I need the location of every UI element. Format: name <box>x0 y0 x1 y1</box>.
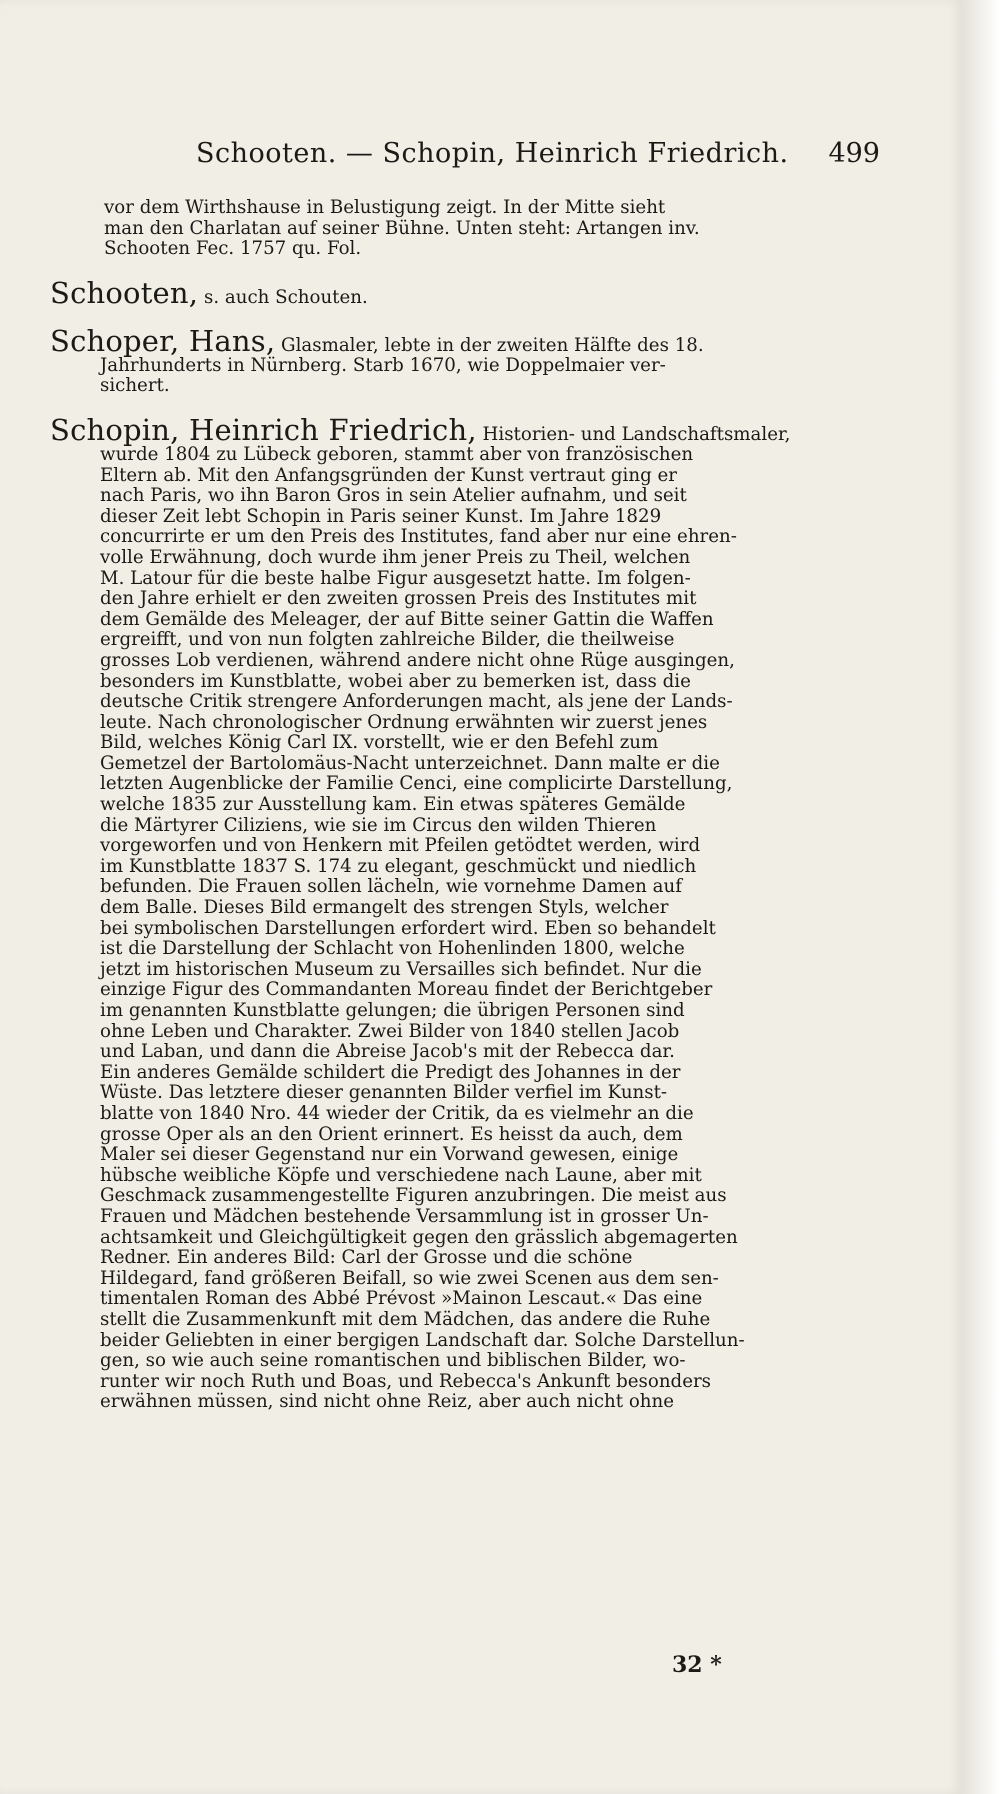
text-line: besonders im Kunstblatte, wobei aber zu bemerken ist, dass die <box>100 670 691 692</box>
text-line: beider Geliebten in einer bergigen Landschaft dar. Solche Darstellun- <box>100 1329 745 1351</box>
text-line: die Märtyrer Ciliziens, wie sie im Circus den wilden Thieren <box>100 814 657 836</box>
text-line: M. Latour für die beste halbe Figur ausgesetzt hatte. Im folgen- <box>100 567 691 589</box>
text-line: Schooten Fec. 1757 qu. Fol. <box>104 238 362 260</box>
text-line: concurrirte er um den Preis des Institutes, fand aber nur eine ehren- <box>100 526 737 548</box>
text-line: leute. Nach chronologischer Ordnung erwähnten wir zuerst jenes <box>100 711 708 733</box>
entry-lemma: Schopin, Heinrich Friedrich, <box>50 412 477 447</box>
entry-lemma: Schooten, <box>50 275 199 310</box>
text-line: hübsche weibliche Köpfe und verschiedene nach Laune, aber mit <box>100 1164 702 1186</box>
text-line: letzten Augenblicke der Familie Cenci, eine complicirte Darstellung, <box>100 773 733 795</box>
text-line: vorgeworfen und von Henkern mit Pfeilen getödtet werden, wird <box>100 835 701 857</box>
signature-mark: 32 * <box>672 1652 722 1678</box>
text-line: ergreifft, und von nun folgten zahlreiche Bilder, die theilweise <box>100 629 675 651</box>
text-line: Gemetzel der Bartolomäus-Nacht unterzeichnet. Dann malte er die <box>100 752 720 774</box>
text-line: im Kunstblatte 1837 S. 174 zu elegant, geschmückt und niedlich <box>100 855 697 877</box>
text-line: grosse Oper als an den Orient erinnert. Es heisst da auch, dem <box>100 1123 683 1145</box>
text-line: achtsamkeit und Gleichgültigkeit gegen den grässlich abgemagerten <box>100 1226 738 1248</box>
text-line: sichert. <box>100 375 170 397</box>
text-line: stellt die Zusammenkunft mit dem Mädchen, das andere die Ruhe <box>100 1308 711 1330</box>
entry-schooten <box>50 275 880 310</box>
text-line: man den Charlatan auf seiner Bühne. Unten steht: Artangen inv. <box>104 217 700 239</box>
page-header <box>100 138 880 178</box>
text-line: bei symbolischen Darstellungen erfordert wird. Eben so behandelt <box>100 917 716 939</box>
text-line: einzige Figur des Commandanten Moreau findet der Berichtgeber <box>100 979 713 1001</box>
entry-head-line <box>50 412 880 447</box>
text-line: erwähnen müssen, sind nicht ohne Reiz, aber auch nicht ohne <box>100 1391 674 1413</box>
text-line: den Jahre erhielt er den zweiten grossen Preis des Institutes mit <box>100 588 697 610</box>
text-line: timentalen Roman des Abbé Prévost »Mainon Lescaut.« Das eine <box>100 1288 703 1310</box>
text-line: Glasmaler, lebte in der zweiten Hälfte des 18. <box>281 334 704 356</box>
page-body <box>50 197 880 1433</box>
text-line: befunden. Die Frauen sollen lächeln, wie vornehme Damen auf <box>100 876 682 898</box>
entry-schopin <box>50 412 880 1434</box>
text-line: Historien- und Landschaftsmaler, <box>482 423 791 445</box>
text-line: Eltern ab. Mit den Anfangsgründen der Kunst vertraut ging er <box>100 464 677 486</box>
text-line: dem Gemälde des Meleager, der auf Bitte seiner Gattin die Waffen <box>100 608 714 630</box>
text-line: runter wir noch Ruth und Boas, und Rebecca's Ankunft besonders <box>100 1370 711 1392</box>
text-line: dem Balle. Dieses Bild ermangelt des strengen Styls, welcher <box>100 897 669 919</box>
text-line: Wüste. Das letztere dieser genannten Bilder verfiel im Kunst- <box>100 1082 668 1104</box>
entry-head-line <box>50 323 880 358</box>
text-line: jetzt im historischen Museum zu Versailles sich befindet. Nur die <box>100 958 702 980</box>
text-line: Frauen und Mädchen bestehende Versammlung ist in grosser Un- <box>100 1205 709 1227</box>
page-number: 499 <box>828 138 880 169</box>
text-line <box>100 1413 880 1434</box>
entry-head-line <box>50 275 880 310</box>
text-line: Jahrhunderts in Nürnberg. Starb 1670, wie Doppelmaier ver- <box>100 354 666 376</box>
continued-paragraph <box>100 198 880 260</box>
text-line: s. auch Schouten. <box>204 286 368 308</box>
running-head: Schooten. — Schopin, Heinrich Friedrich. <box>196 138 789 169</box>
text-line: ist die Darstellung der Schlacht von Hohenlinden 1800, welche <box>100 938 685 960</box>
text-line: wurde 1804 zu Lübeck geboren, stammt aber von französischen <box>100 443 694 465</box>
text-line: nach Paris, wo ihn Baron Gros in sein Atelier aufnahm, und seit <box>100 485 687 507</box>
text-line: Redner. Ein anderes Bild: Carl der Grosse und die schöne <box>100 1247 633 1269</box>
text-line: ohne Leben und Charakter. Zwei Bilder von 1840 stellen Jacob <box>100 1020 680 1042</box>
text-line: und Laban, und dann die Abreise Jacob's mit der Rebecca dar. <box>100 1041 675 1063</box>
text-line: Ein anderes Gemälde schildert die Predigt des Johannes in der <box>100 1061 681 1083</box>
text-line: grosses Lob verdienen, während andere nicht ohne Rüge ausgingen, <box>100 649 735 671</box>
text-line: im genannten Kunstblatte gelungen; die übrigen Personen sind <box>100 1000 685 1021</box>
text-line: welche 1835 zur Ausstellung kam. Ein etwas späteres Gemälde <box>100 794 686 816</box>
text-line: Maler sei dieser Gegenstand nur ein Vorwand gewesen, einige <box>100 1144 679 1166</box>
page-edge <box>962 0 1000 1794</box>
text-line: volle Erwähnung, doch wurde ihm jener Preis zu Theil, welchen <box>100 546 691 568</box>
text-line: deutsche Critik strengere Anforderungen macht, als jene der Lands- <box>100 691 733 713</box>
text-line: Bild, welches König Carl IX. vorstellt, wie er den Befehl zum <box>100 732 659 754</box>
entry-schoper <box>50 323 880 397</box>
text-line: gen, so wie auch seine romantischen und biblischen Bilder, wo- <box>100 1350 686 1372</box>
text-line: Hildegard, fand größeren Beifall, so wie zwei Scenen aus dem sen- <box>100 1267 719 1289</box>
text-line: vor dem Wirthshause in Belustigung zeigt. In der Mitte sieht <box>104 197 666 218</box>
text-line: Geschmack zusammengestellte Figuren anzubringen. Die meist aus <box>100 1185 727 1207</box>
entry-lemma: Schoper, Hans, <box>50 323 276 358</box>
text-line: dieser Zeit lebt Schopin in Paris seiner Kunst. Im Jahre 1829 <box>100 505 662 527</box>
text-line: blatte von 1840 Nro. 44 wieder der Critik, da es vielmehr an die <box>100 1102 694 1124</box>
